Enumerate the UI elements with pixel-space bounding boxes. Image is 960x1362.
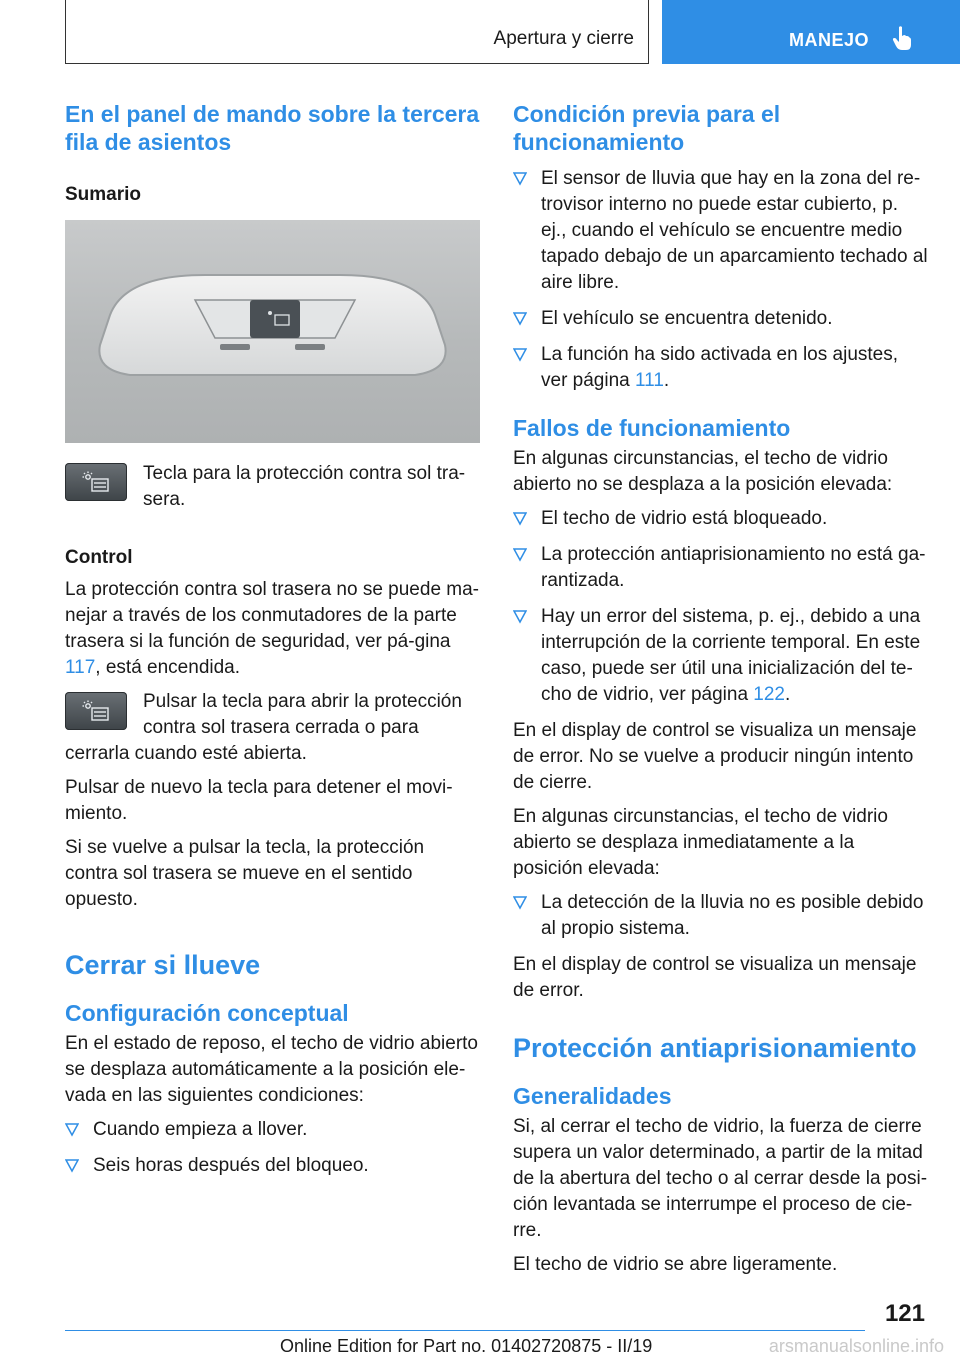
list-item bbox=[513, 342, 928, 394]
footer-divider bbox=[65, 1330, 865, 1331]
fail-list-2 bbox=[513, 890, 928, 942]
rain-heading: Cerrar si llueve bbox=[65, 950, 261, 980]
overhead-panel-photo bbox=[65, 220, 480, 443]
list-item bbox=[513, 604, 928, 708]
fail-msg: En el display de control se visualiza un mensaje de error. No se vuelve a producir ningún intento de cierre. bbox=[513, 720, 917, 793]
list-item bbox=[513, 506, 928, 532]
list-item-text: Hay un error del sistema, p. ej., debido a una interrupción de la corriente temporal. En este caso, puede ser útil una inicialización del te-cho de vidrio, ver página bbox=[541, 606, 921, 705]
list-item-text: La detección de la lluvia no es posible debido al propio sistema. bbox=[541, 892, 924, 939]
list-item bbox=[513, 542, 928, 594]
list-item bbox=[65, 1117, 480, 1143]
fail-msg2: En el display de control se visualiza un mensaje de error. bbox=[513, 954, 917, 1001]
section-title: Apertura y cierre bbox=[493, 28, 634, 49]
list-item-text: El vehículo se encuentra detenido. bbox=[541, 308, 833, 329]
list-item bbox=[513, 890, 928, 942]
key-caption: Tecla para la protección contra sol tra-sera. bbox=[143, 463, 466, 510]
press-reverse-text: Si se vuelve a pulsar la tecla, la protección contra sol trasera se mueve en el sentido opuesto. bbox=[65, 837, 425, 910]
fail-list bbox=[513, 506, 928, 708]
triangle-bullet-icon bbox=[513, 510, 527, 526]
list-item-text: La función ha sido activada en los ajustes, ver página bbox=[541, 344, 899, 391]
page-link-117[interactable]: 117 bbox=[65, 657, 96, 678]
press-text: Pulsar la tecla para abrir la protección contra sol trasera cerrada o para cerrarla cuando esté abierta. bbox=[65, 691, 462, 764]
sumario-title: Sumario bbox=[65, 184, 142, 205]
hand-pointer-icon bbox=[892, 25, 912, 56]
sunshade-key-icon-2 bbox=[65, 692, 127, 730]
triangle-bullet-icon bbox=[513, 546, 527, 562]
gen-text2: El techo de vidrio se abre ligeramente. bbox=[513, 1254, 838, 1275]
list-item-text-end: . bbox=[663, 370, 670, 391]
list-item bbox=[513, 306, 928, 332]
fail-text2: En algunas circunstancias, el techo de vidrio abierto se desplaza inmediatamente a la posición elevada: bbox=[513, 806, 888, 879]
list-item-text: El sensor de lluvia que hay en la zona del re-trovisor interno no puede estar cubierto, p. ej., cuando el vehículo se encuentre medio tapado debajo de un aparcamiento techado al aire libre. bbox=[541, 168, 928, 293]
section-heading: En el panel de mando sobre la tercera fila de asientos bbox=[65, 101, 480, 155]
list-item bbox=[513, 166, 928, 296]
control-text bbox=[65, 577, 480, 681]
list-item-text: Seis horas después del bloqueo. bbox=[93, 1155, 369, 1176]
key-description bbox=[65, 461, 480, 521]
fail-text: En algunas circunstancias, el techo de vidrio abierto no se desplaza a la posición elevada: bbox=[513, 448, 893, 495]
press-again-text: Pulsar de nuevo la tecla para detener el movi-miento. bbox=[65, 777, 453, 824]
triangle-bullet-icon bbox=[513, 310, 527, 326]
press-paragraph bbox=[65, 689, 480, 767]
gen-heading: Generalidades bbox=[513, 1083, 672, 1109]
list-item-text: Cuando empieza a llover. bbox=[93, 1119, 308, 1140]
triangle-bullet-icon bbox=[65, 1157, 79, 1173]
chapter-tab[interactable] bbox=[662, 0, 960, 64]
concept-list bbox=[65, 1117, 480, 1179]
fail-heading: Fallos de funcionamiento bbox=[513, 415, 791, 441]
control-text-a: La protección contra sol trasera no se puede ma-nejar a través de los conmutadores de la parte trasera si la función de seguridad, ver pá-gina bbox=[65, 579, 480, 652]
page-link-111[interactable]: 111 bbox=[635, 370, 664, 391]
right-column bbox=[513, 100, 928, 1286]
triangle-bullet-icon bbox=[513, 346, 527, 362]
control-text-b: , está encendida. bbox=[95, 657, 241, 678]
triangle-bullet-icon bbox=[513, 170, 527, 186]
cond-heading: Condición previa para el funcionamiento bbox=[513, 101, 781, 155]
concept-text: En el estado de reposo, el techo de vidrio abierto se desplaza automáticamente a la posición ele-vada en las siguientes condiciones: bbox=[65, 1033, 478, 1106]
cond-list bbox=[513, 166, 928, 394]
list-item-text-end: . bbox=[785, 684, 791, 705]
page-number: 121 bbox=[884, 1300, 925, 1327]
page-link-122[interactable]: 122 bbox=[753, 684, 785, 705]
anti-heading: Protección antiaprisionamiento bbox=[513, 1033, 917, 1063]
triangle-bullet-icon bbox=[513, 608, 527, 624]
triangle-bullet-icon bbox=[513, 894, 527, 910]
concept-heading: Configuración conceptual bbox=[65, 1000, 349, 1026]
watermark: arsmanualsonline.info bbox=[768, 1336, 944, 1356]
list-item-text: El techo de vidrio está bloqueado. bbox=[541, 508, 828, 529]
list-item-text: La protección antiaprisionamiento no está ga-rantizada. bbox=[541, 544, 926, 591]
left-column bbox=[65, 100, 480, 1189]
list-item bbox=[65, 1153, 480, 1179]
triangle-bullet-icon bbox=[65, 1121, 79, 1137]
gen-text: Si, al cerrar el techo de vidrio, la fuerza de cierre supera un valor determinado, a partir de la mitad de la abertura del techo o al cerrar desde la posi-ción levantada se interrumpe el proceso de cie-rre. bbox=[513, 1116, 928, 1241]
chapter-tab-label: MANEJO bbox=[789, 30, 870, 50]
sunshade-key-icon bbox=[65, 463, 127, 501]
edition-text: Online Edition for Part no. 01402720875 - II/19 bbox=[280, 1336, 653, 1356]
control-title: Control bbox=[65, 547, 133, 568]
